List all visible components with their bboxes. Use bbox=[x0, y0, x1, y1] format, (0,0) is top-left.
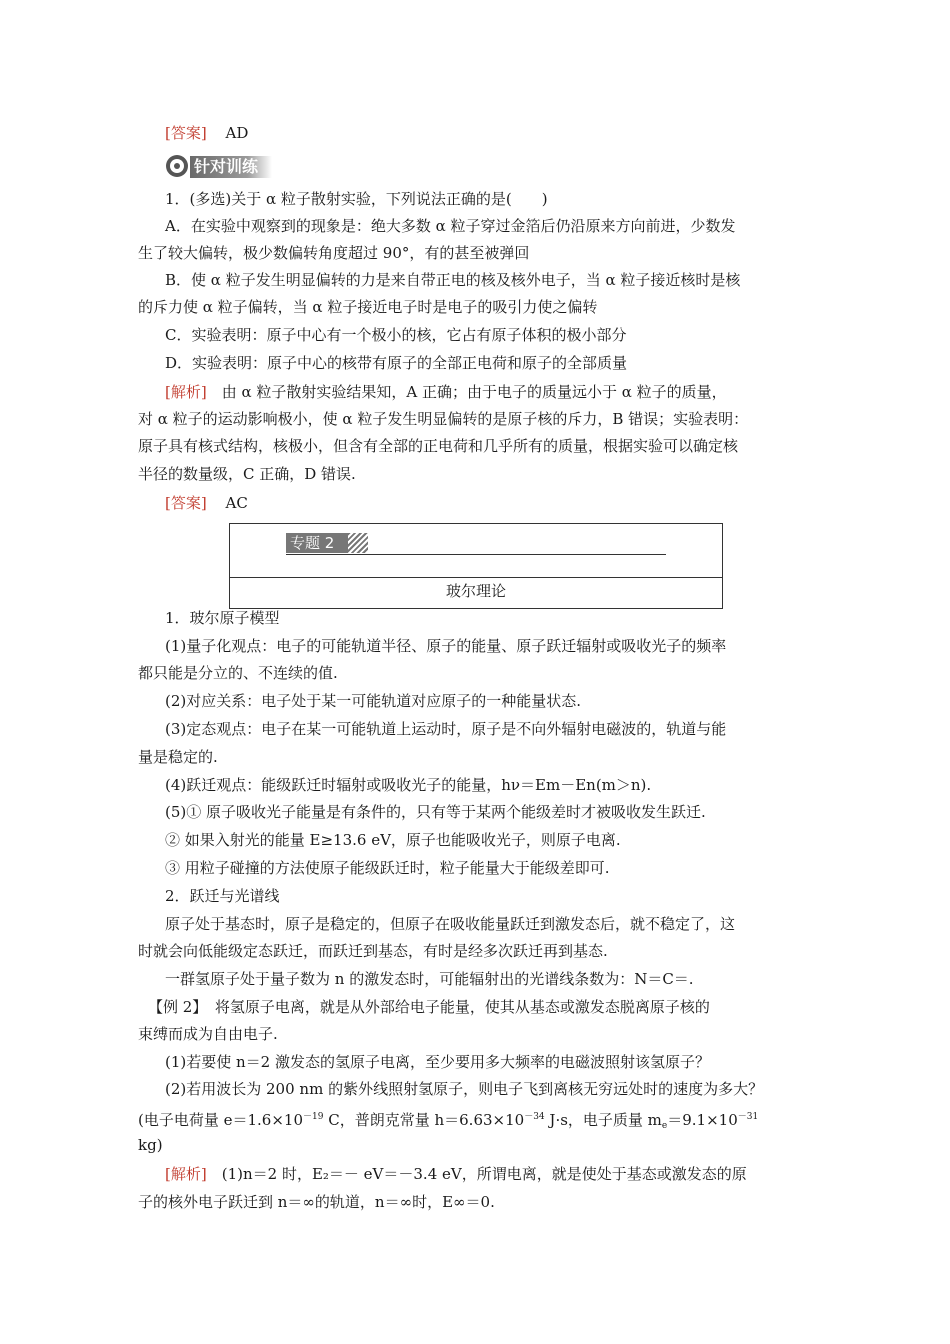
bohr-p3-line2: 量是稳定的. bbox=[138, 748, 218, 766]
topic-title: 玻尔理论 bbox=[445, 582, 506, 600]
answer-value: AD bbox=[225, 124, 249, 142]
option-b-line2: 的斥力使 α 粒子偏转，当 α 粒子接近电子时是电子的吸引力使之偏转 bbox=[138, 298, 598, 316]
exp-m: －31 bbox=[737, 1112, 759, 1122]
example-2-line2: 束缚而成为自由电子. bbox=[138, 1025, 278, 1043]
constants-part2: C，普朗克常量 h＝6.63×10 bbox=[323, 1111, 525, 1129]
bohr-p4: (4)跃迁观点：能级跃迁时辐射或吸收光子的能量，hν＝Em－En(m＞n). bbox=[165, 776, 652, 794]
analysis-text: 由 α 粒子散射实验结果知，A 正确；由于电子的质量远小于 α 粒子的质量， bbox=[206, 383, 727, 401]
option-a-line2: 生了较大偏转，极少数偏转角度超过 90°，有的甚至被弹回 bbox=[138, 244, 530, 262]
exp-e: －19 bbox=[303, 1112, 324, 1122]
analysis-1-line4: 半径的数量级，C 正确，D 错误. bbox=[138, 465, 356, 483]
topic-stripes bbox=[348, 533, 368, 553]
example-text: 将氢原子电离，就是从外部给电子能量，使其从基态或激发态脱离原子核的 bbox=[199, 998, 710, 1016]
question-stem: 1．(多选)关于 α 粒子散射实验，下列说法正确的是( ) bbox=[165, 190, 548, 208]
target-icon bbox=[166, 155, 188, 177]
example-tag: 【例 2】 bbox=[148, 998, 200, 1016]
answer-1 bbox=[165, 123, 725, 143]
option-b-line1: B．使 α 粒子发生明显偏转的力是来自带正电的核及核外电子，当 α 粒子接近核时是核 bbox=[165, 271, 741, 289]
answer-tag: [答案] bbox=[165, 124, 207, 142]
bohr-p6-line2: 时就会向低能级定态跃迁，而跃迁到基态，有时是经多次跃迁再到基态. bbox=[138, 942, 608, 960]
example-2-q1: (1)若要使 n＝2 激发态的氢原子电离，至少要用多大频率的电磁波照射该氢原子？ bbox=[165, 1053, 710, 1071]
example-2-q2: (2)若用波长为 200 nm 的紫外线照射氢原子，则电子飞到离核无穷远处时的速度为多大？ bbox=[165, 1080, 764, 1098]
bohr-p1-line1: (1)量子化观点：电子的可能轨道半径、原子的能量、原子跃迁辐射或吸收光子的频率 bbox=[165, 637, 727, 655]
answer-value: AC bbox=[225, 494, 248, 512]
option-d: D．实验表明：原子中心的核带有原子的全部正电荷和原子的全部质量 bbox=[165, 354, 628, 372]
answer-2 bbox=[165, 493, 725, 513]
analysis-tag: [解析] bbox=[165, 383, 207, 401]
option-c: C．实验表明：原子中心有一个极小的核，它占有原子体积的极小部分 bbox=[165, 326, 627, 344]
topic-badge: 专题 2 bbox=[286, 533, 348, 553]
bohr-p5-line2: ② 如果入射光的能量 E≥13.6 eV，原子也能吸收光子，则原子电离. bbox=[165, 831, 621, 849]
analysis-1-line3: 原子具有核式结构，核极小，但含有全部的正电荷和几乎所有的质量，根据实验可以确定核 bbox=[138, 437, 739, 455]
topic-box bbox=[229, 523, 723, 609]
answer-tag: [答案] bbox=[165, 494, 207, 512]
bohr-p1-line2: 都只能是分立的、不连续的值. bbox=[138, 664, 338, 682]
analysis-tag: [解析] bbox=[165, 1165, 207, 1183]
bohr-p7: 一群氢原子处于量子数为 n 的激发态时，可能辐射出的光谱线条数为：N＝C＝. bbox=[165, 970, 694, 988]
analysis-text: (1)n＝2 时，E₂＝－ eV＝－3.4 eV，所谓电离，就是使处于基态或激发态的原 bbox=[206, 1165, 747, 1183]
example-2-line1 bbox=[148, 997, 708, 1017]
sub-m: e bbox=[661, 1121, 668, 1131]
constants-part4: ＝9.1×10 bbox=[667, 1111, 738, 1129]
bohr-p2: (2)对应关系：电子处于某一可能轨道对应原子的一种能量状态. bbox=[165, 692, 582, 710]
bohr-heading-2: 2．跃迁与光谱线 bbox=[165, 887, 280, 905]
analysis-1-line2: 对 α 粒子的运动影响极小，使 α 粒子发生明显偏转的是原子核的斥力，B 错误；实验表明： bbox=[138, 410, 749, 428]
analysis-2-line2: 子的核外电子跃迁到 n＝∞的轨道，n＝∞时，E∞＝0. bbox=[138, 1193, 495, 1211]
bohr-p5-line1: (5)① 原子吸收光子能量是有条件的，只有等于某两个能级差时才被吸收发生跃迁. bbox=[165, 803, 706, 821]
exp-h: －34 bbox=[524, 1112, 545, 1122]
bohr-p3-line1: (3)定态观点：电子在某一可能轨道上运动时，原子是不向外辐射电磁波的，轨道与能 bbox=[165, 720, 727, 738]
topic-divider bbox=[230, 577, 722, 578]
constants-part1: (电子电荷量 e＝1.6×10 bbox=[138, 1111, 304, 1129]
topic-rule bbox=[286, 554, 666, 555]
section-header bbox=[166, 155, 286, 179]
section-title: 针对训练 bbox=[190, 156, 272, 178]
example-2-constants-end: kg) bbox=[138, 1136, 163, 1154]
option-a-line1: A．在实验中观察到的现象是：绝大多数 α 粒子穿过金箔后仍沿原来方向前进，少数发 bbox=[165, 217, 736, 235]
bohr-p5-line3: ③ 用粒子碰撞的方法使原子能级跃迁时，粒子能量大于能级差即可. bbox=[165, 859, 610, 877]
analysis-2-line1 bbox=[165, 1164, 747, 1184]
analysis-1-line1 bbox=[165, 382, 725, 402]
constants-part3: J·s，电子质量 m bbox=[544, 1111, 662, 1129]
bohr-heading-1: 1．玻尔原子模型 bbox=[165, 609, 280, 627]
bohr-p6-line1: 原子处于基态时，原子是稳定的，但原子在吸收能量跃迁到激发态后，就不稳定了，这 bbox=[165, 915, 736, 933]
